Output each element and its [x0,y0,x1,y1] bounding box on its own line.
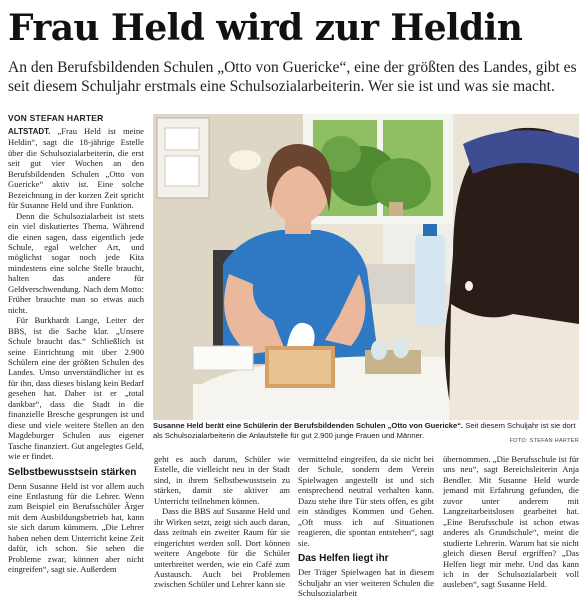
article-deck: An den Berufsbildenden Schulen „Otto von Guericke“, eine der größten des Landes, gibt es seit diesem Schuljahr erstmals eine Schulsozialarbeiterin. Wer sie ist und was sie macht. [8,59,577,95]
article-byline: VON STEFAN HARTER [8,113,104,123]
paragraph: geht es auch darum, Schüler wie Estelle, die vielleicht neu in der Stadt sind, in ihrem Selbstbewusstsein zu stärken, damit sie aktiver am Unterricht teilnehmen können. [154,454,290,506]
article-headline: Frau Held wird zur Heldin [8,7,523,49]
paragraph: vermittelnd eingreifen, da sie nicht bei der Schule, sondern dem Verein Spielwagen angestellt ist und sich entsprechend neutral verhalten kann. Dazu stehe ihre Tür stets offen, es gibt ein ständiges Kommen und Gehen. „Oft muss ich auf Situationen reagieren, die spontan entstehen“, sagt sie. [298,454,434,548]
dateline: ALTSTADT. [8,127,51,136]
caption-lead: Susanne Held berät eine Schülerin der Berufsbildenden Schulen „Otto von Guericke“. [153,421,464,430]
paragraph: Dass die BBS auf Susanne Held und ihr Wirken setzt, zeigt sich auch daran, dass zeitnah ein zweiter Raum für sie eingerichtet werden soll. Dort können weitere Angebote für die Schüler unterbreitet werden, wie ein Café zum Austausch. Auch bei Problemen zwischen Schüler und Lehrer kann sie [154,506,290,590]
paragraph: Der Träger Spielwagen hat in diesem Schuljahr an vier weiteren Schulen die Schulsozialarbeit [298,567,434,598]
paragraph: Denn die Schulsozialarbeit ist stets ein viel diskutiertes Thema. Während die einen sagen, dass eigentlich jede Schule, egal welcher Art, und möglichst sogar noch jede Kita mindestens eine solche Stelle braucht, halten das andere für Geldverschwendung. Nach dem Motto: Früher brauchte man so etwas auch nicht. [8,210,144,315]
subheading: Das Helfen liegt ihr [298,553,389,565]
article-column-3 [298,454,434,606]
subheading: Selbstbewusstsein stärken [8,466,137,478]
article-column-1 [8,126,144,604]
photo-credit: FOTO: STEFAN HARTER [509,438,579,444]
caption-text: Seit diesem Schuljahr ist sie dort als Schulsozialarbeiterin die Anlaufstelle für gut 2.900 junge Frauen und Männer. [153,421,576,440]
paragraph [8,126,144,211]
paragraph: übernommen. „Die Berufsschule ist für uns neu“, sagt Bereichsleiterin Anja Bendler. Mit Susanne Held wurde jemand mit Erfahrung gefunden, die zuvor unter anderem mit Langzeitarbeitslosen gearbeitet hat. „Eine Berufsschule ist schon etwas anderes als Grundschule“, meint die studierte Lehrerin. Warum hat sie nicht gleich diesen Beruf ergriffen? „Das Helfen liegt mir mehr. Und das kann ich in der Schulsozialarbeit voll ausleben“, sagt Susanne Held. [443,454,579,590]
paragraph-text: „Frau Held ist meine Heldin“, sagt die 18-jährige Estelle über die Schulsozialarbeiterin, die erst seit gut vier Wochen an den Berufsbildenden Schulen „Otto von Guericke“ aktiv ist. Eine solche Bezeichnung in der kurzen Zeit spricht für Susanne Held und ihre Funktion. [8,126,144,211]
paragraph: Für Burkhardt Lange, Leiter der BBS, ist die Sache klar. „Unsere Schule braucht das.“ Schließlich ist seine Einrichtung mit über 2.900 Schülern eine der größten Schulen des Landes. Umso unverständlicher ist es für ihn, dass dieses bislang kein Bedarf gesehen hat. Daher ist er „total dankbar“, dass die Stadt in die finanzielle Bresche gesprungen ist und diese und viele weitere Stellen an den Magdeburger Schulen aus eigener Tasche finanziert. Gut angelegtes Geld, wie er findet. [8,315,144,462]
article-column-2 [154,454,290,606]
article-photo [153,114,579,420]
article-column-4 [443,454,579,606]
photo-illustration [153,114,579,420]
paragraph: Denn Susanne Held ist vor allem auch eine Entlastung für die Lehrer. Wenn zum Beispiel ein Berufsschüler Ärger mit dem Ausbildungsbetrieb hat, kann sie sich darum kümmern. „Die Lehrer haben neben dem Unterricht keine Zeit dafür, ich schon. Sie sehen die Probleme zwar, können aber nicht eingreifen“, sagt sie. Außerdem [8,480,144,575]
